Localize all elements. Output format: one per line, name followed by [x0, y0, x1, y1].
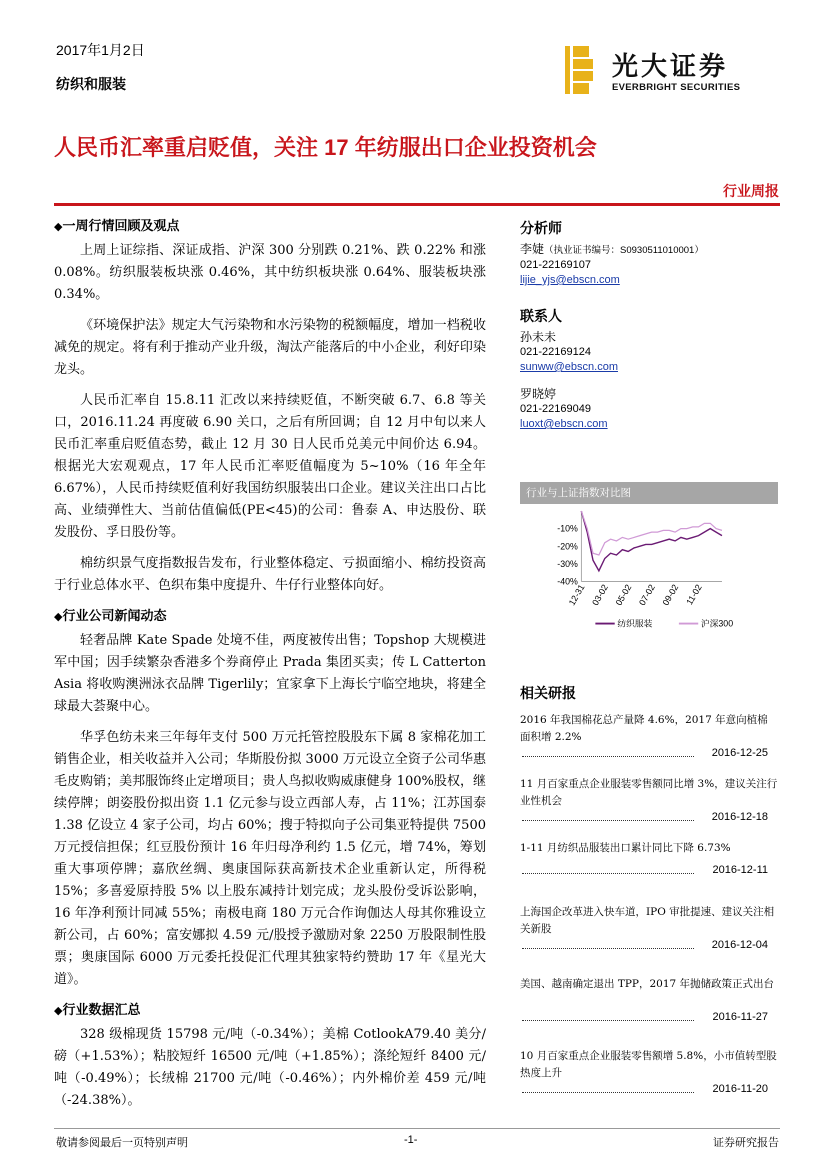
- y-tick-label: -40%: [557, 576, 578, 587]
- contact-name: 孙未未: [520, 330, 557, 344]
- related-heading: 相关研报: [520, 685, 576, 701]
- contact-email-link[interactable]: sunww@ebscn.com: [520, 361, 618, 373]
- paragraph: 328 级棉现货 15798 元/吨（-0.34%）；美棉 CotlookA79.40 美分/磅（+1.53%）；粘胶短纤 16500 元/吨（+1.85%）；涤纶短纤 8400 元/吨（-0.49%）；长绒棉 21700 元/吨（-0.46%）；内外棉价差 459 元/吨（-24.38%）。: [54, 1027, 486, 1108]
- related-title: 美国、越南确定退出 TPP，2017 年抛储政策正式出台: [520, 978, 775, 990]
- index-comparison-chart: [520, 504, 778, 664]
- related-date: 2016-11-20: [710, 1083, 768, 1095]
- paragraph: 华孚色纺未来三年每年支付 500 万元托管控股股东下属 8 家棉花加工销售企业，相关收益并入公司；华斯股份拟 3000 万元设立全资子公司华惠毛皮购销；美邦服饰终止定增项目；贵人鸟拟收购威康健身 100%股权，继续停牌；朗姿股份拟出资 1.1 亿元参与设立西部人寿，占 11%；江苏国泰 1.38 亿设立 4 家子公司，均占 60%；搜于特拟向子公司集亚特提供 7500 万元授信担保；红豆股份预计 16 年归母净利约 1.5 亿元，增 74%，筹划重大事项停牌；嘉欣丝绸、奥康国际获高新技术企业重新认定，所得税 15%；多喜爱原持股 5% 以上股东减持计划完成；龙头股份受诉讼影响，16 年净利预计同减 55%；南极电商 180 万元合作询伽达人母其你雅设立新公司，占 60%；富安娜拟 4.59 元/股授予激励对象 2250 万股限制性股票；奥康国际 6000 万元委托投促汇代理其独家特约赞助 17 年《星光大道》。: [54, 730, 486, 987]
- footer-report-label: 证券研究报告: [713, 1137, 779, 1149]
- paragraph: 上周上证综指、深证成指、沪深 300 分别跌 0.21%、跌 0.22% 和涨 0.08%。纺织服装板块涨 0.46%，其中纺织板块涨 0.64%、服装板块涨 0.34%。: [54, 243, 486, 302]
- logo-text-en: EVERBRIGHT SECURITIES: [612, 82, 741, 93]
- x-tick-label: 07-02: [636, 582, 657, 608]
- related-title: 10 月百家重点企业服装零售额增 5.8%，小市值转型股热度上升: [520, 1050, 777, 1079]
- contact-phone: 021-22169049: [520, 403, 591, 415]
- paragraph: 人民币汇率自 15.8.11 汇改以来持续贬值，不断突破 6.7、6.8 等关口，2016.11.24 再度破 6.90 关口，之后有所回调；自 12 月中旬以来人民币汇率重启贬值态势，截止 12 月 30 日人民币兑美元中间价达 6.94。根据光大宏观观点，17 年人民币汇率贬值幅度为 5~10%（16 年全年 6.67%），人民币持续贬值利好我国纺织服装出口企业。建议关注出口占比高、业绩弹性大、当前估值偏低(PE<45)的公司：鲁泰 A、申达股份、联发股份、孚日股份等。: [54, 393, 486, 540]
- x-tick-label: 05-02: [613, 582, 634, 608]
- related-item[interactable]: [520, 712, 778, 776]
- y-tick-label: -30%: [557, 558, 578, 569]
- page-number: -1-: [404, 1134, 418, 1146]
- contact-phone: 021-22169124: [520, 346, 591, 358]
- sidebar: [520, 218, 778, 432]
- footer-divider: [54, 1128, 780, 1129]
- contact-heading: 联系人: [520, 308, 562, 324]
- legend-label: 纺织服装: [617, 618, 653, 629]
- x-tick-label: 03-02: [590, 582, 610, 608]
- x-tick-label: 12-31: [566, 582, 587, 608]
- diamond-bullet-icon: ◆: [54, 610, 63, 623]
- series-line-textile: [581, 511, 722, 571]
- logo-mark-icon: [565, 46, 593, 94]
- related-title: 上海国企改革进入快车道，IPO 审批提速、建议关注相关新股: [520, 906, 775, 935]
- sector-label: 纺织和服装: [56, 76, 126, 92]
- main-content: [54, 216, 486, 1121]
- y-tick-label: -20%: [557, 541, 578, 552]
- section-heading: ◆一周行情回顾及观点: [54, 219, 180, 234]
- x-tick-label: 09-02: [660, 582, 681, 608]
- logo-text-cn: 光大证券: [612, 52, 729, 82]
- related-item[interactable]: [520, 1048, 778, 1112]
- related-date: 2016-12-04: [709, 939, 768, 951]
- title-divider: [54, 203, 780, 206]
- related-title: 2016 年我国棉花总产量降 4.6%，2017 年意向植棉面积增 2.2%: [520, 714, 768, 743]
- report-title: 人民币汇率重启贬值，关注 17 年纺服出口企业投资机会: [54, 135, 597, 160]
- x-tick-label: 11-02: [684, 582, 704, 607]
- related-item[interactable]: [520, 976, 778, 1048]
- related-title: 11 月百家重点企业服装零售额同比增 3%，建议关注行业性机会: [520, 778, 778, 807]
- related-item[interactable]: [520, 840, 778, 904]
- related-item[interactable]: [520, 776, 778, 840]
- report-date: 2017年1月2日: [56, 42, 145, 58]
- contact-name: 罗晓婷: [520, 387, 557, 401]
- related-date: 2016-11-27: [710, 1011, 768, 1023]
- paragraph: 《环境保护法》规定大气污染物和水污染物的税额幅度，增加一档税收减免的规定。将有利于推动产业升级，淘汰产能落后的中小企业，利好印染龙头。: [54, 318, 486, 377]
- analyst-phone: 021-22169107: [520, 259, 591, 271]
- analyst-heading: 分析师: [520, 220, 562, 236]
- contact-email-link[interactable]: luoxt@ebscn.com: [520, 418, 608, 430]
- related-title: 1-11 月纺织品服装出口累计同比下降 6.73%: [520, 842, 731, 854]
- section-heading: ◆行业公司新闻动态: [54, 609, 167, 624]
- chart-title: 行业与上证指数对比图: [520, 482, 778, 504]
- series-line-hs300: [581, 511, 722, 555]
- analyst-cert: （执业证书编号：S0930511010001）: [544, 245, 704, 256]
- paragraph: 轻奢品牌 Kate Spade 处境不佳，两度被传出售；Topshop 大规模进军中国；因手续繁杂香港多个券商停止 Prada 集团买卖；传 L Catterton Asia 将收购澳洲泳衣品牌 Tigerlily；宜家拿下上海长宁临空地块，将建全球最大荟聚中心。: [54, 633, 486, 714]
- analyst-line: [520, 242, 778, 258]
- related-date: 2016-12-18: [709, 811, 768, 823]
- analyst-name: 李婕: [520, 242, 545, 256]
- footer-disclaimer: 敬请参阅最后一页特别声明: [56, 1137, 188, 1149]
- section-heading: ◆行业数据汇总: [54, 1003, 141, 1018]
- report-type: 行业周报: [723, 183, 779, 199]
- paragraph: 棉纺织景气度指数报告发布，行业整体稳定、亏损面缩小、棉纺投资高于行业总体水平、色织布集中度提升、牛仔行业整体向好。: [54, 556, 486, 593]
- legend-label: 沪深300: [700, 618, 734, 629]
- related-item[interactable]: [520, 904, 778, 976]
- diamond-bullet-icon: ◆: [54, 1004, 63, 1017]
- related-research-list: [520, 712, 778, 1112]
- related-date: 2016-12-11: [710, 864, 768, 876]
- analyst-email-link[interactable]: lijie_yjs@ebscn.com: [520, 274, 620, 286]
- y-tick-label: -10%: [557, 523, 578, 534]
- diamond-bullet-icon: ◆: [54, 220, 63, 233]
- related-date: 2016-12-25: [709, 747, 768, 759]
